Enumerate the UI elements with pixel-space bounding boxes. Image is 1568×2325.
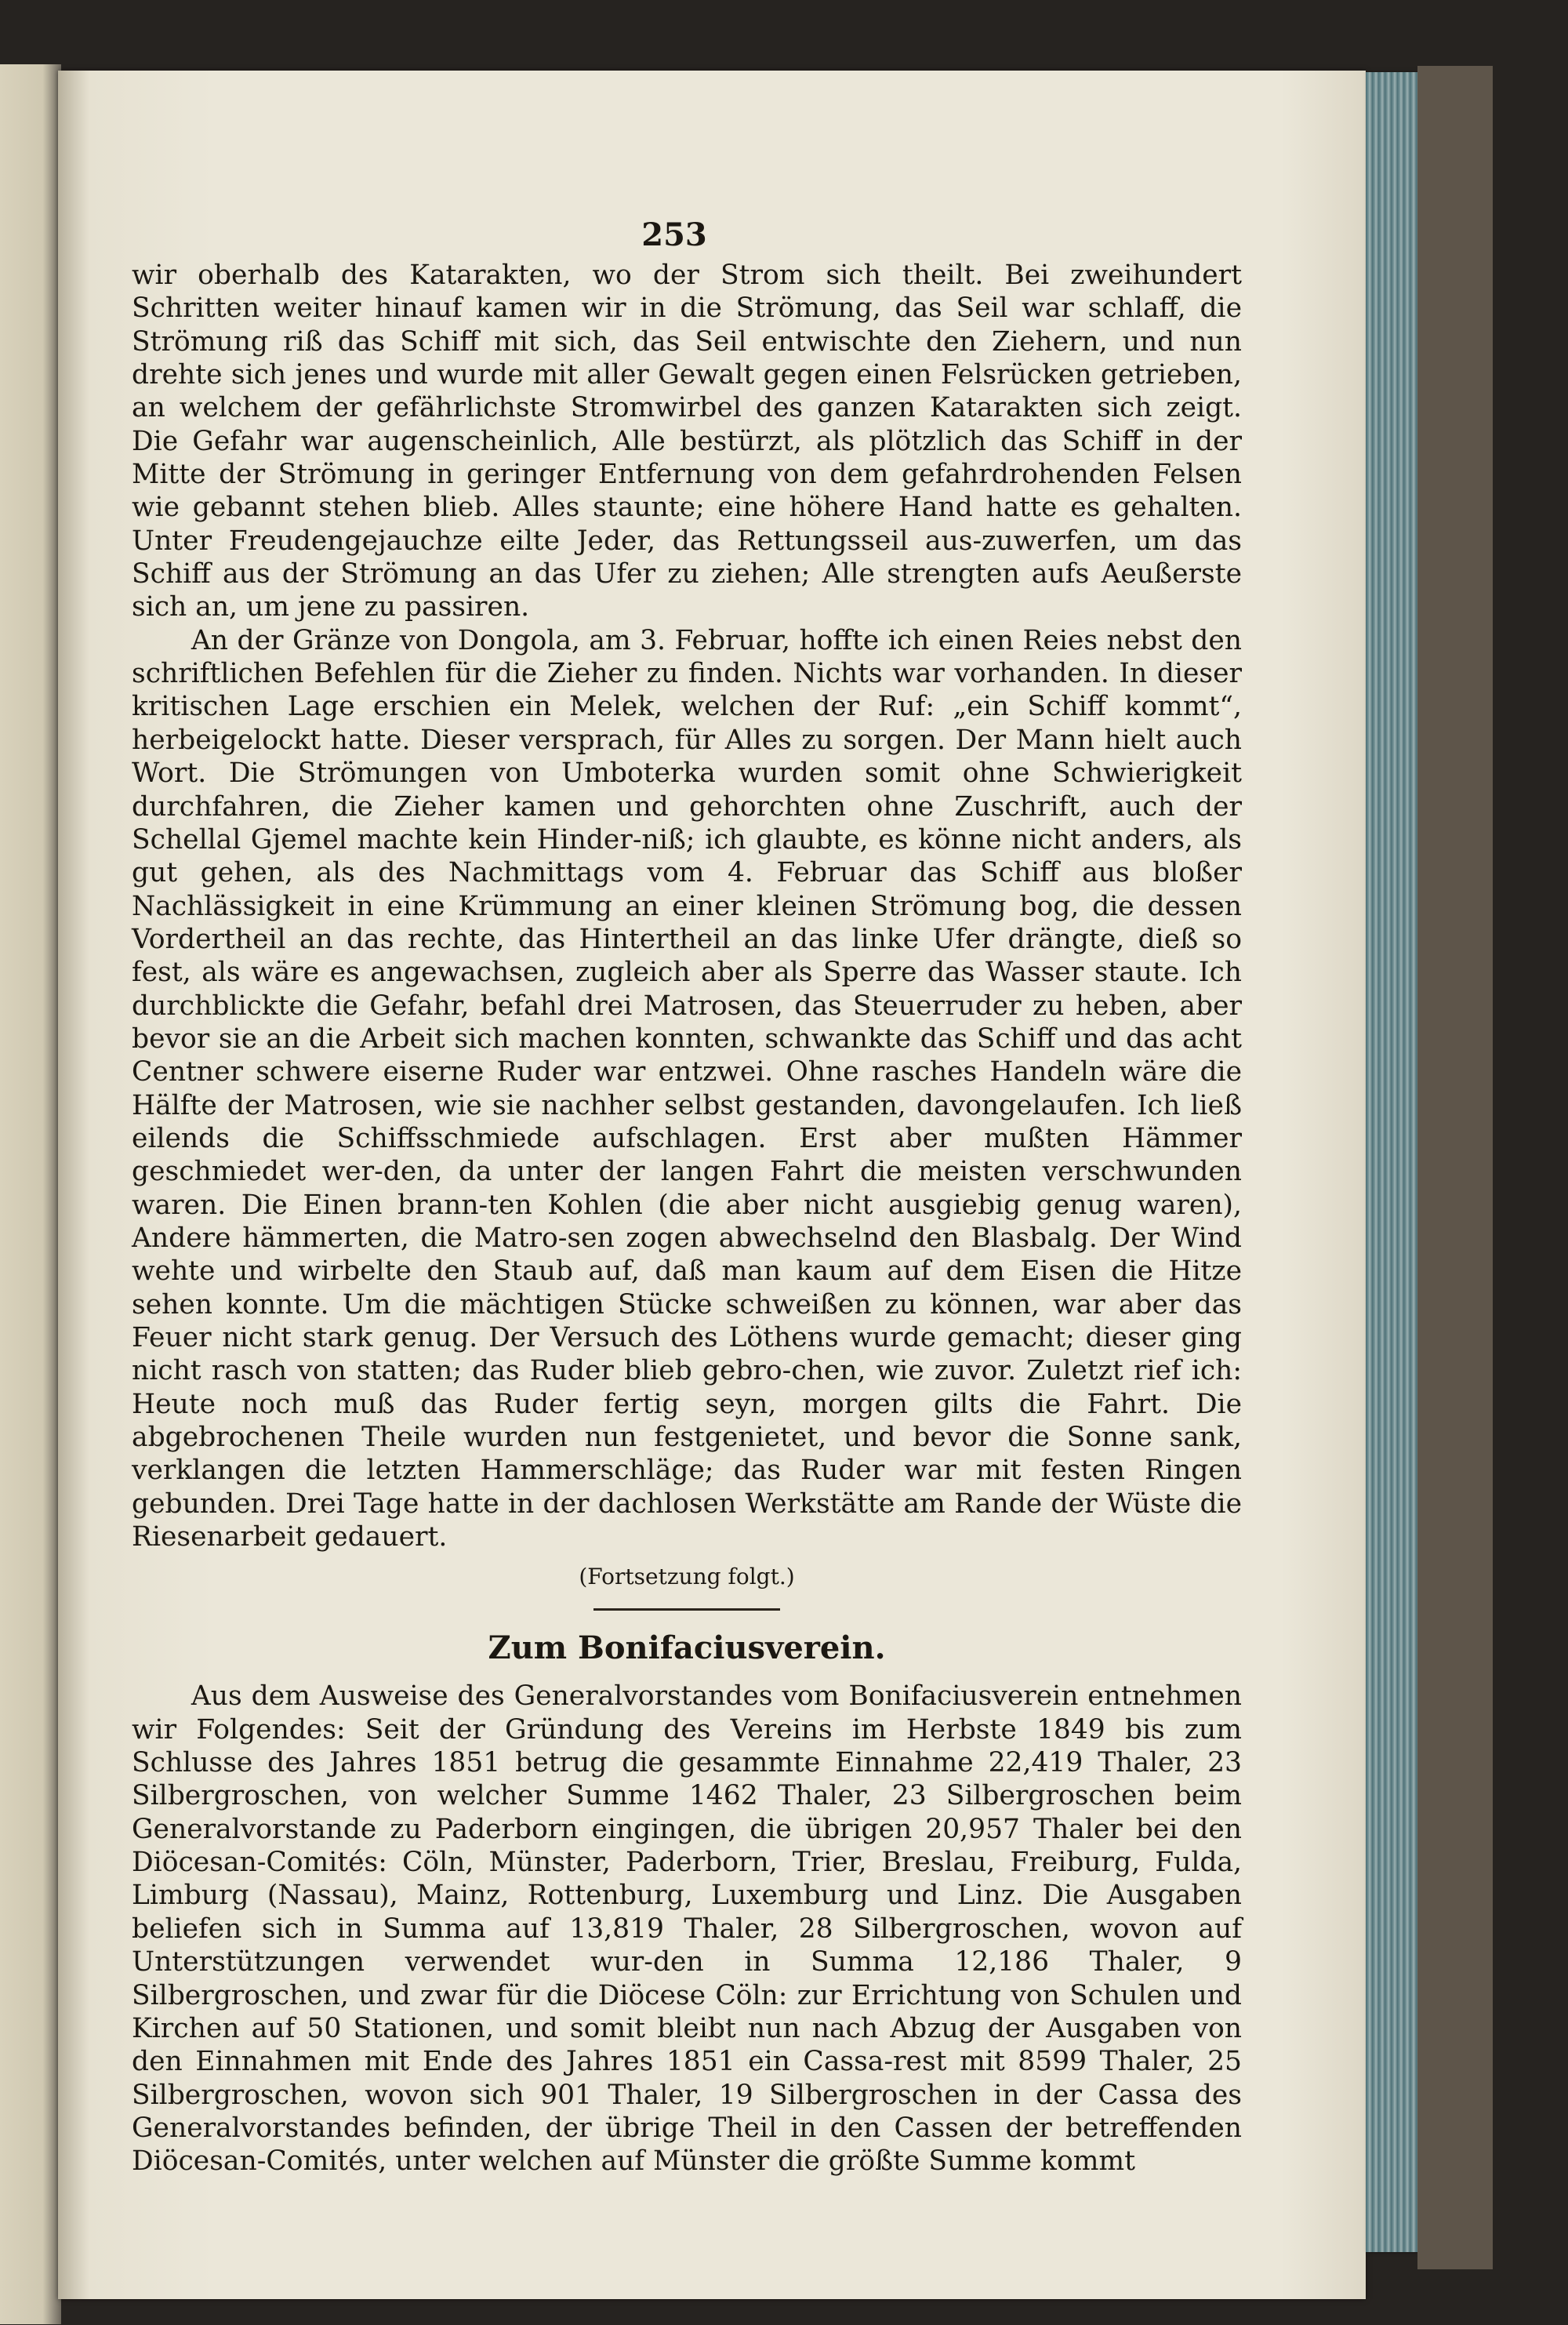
- continuation-note: (Fortsetzung folgt.): [579, 1564, 795, 1590]
- paragraph-katarakt: wir oberhalb des Katarakten, wo der Strom sich theilt. Bei zweihundert Schritten weiter hinauf kamen wir in die Strömung, das Seil war schlaff, die Strömung riß das Schiff mit sich, das Seil entwischte den Ziehern, und nun drehte sich jenes und wurde mit aller Gewalt gegen einen Felsrücken getrieben, an welchem der gefährlichste Stromwirbel des ganzen Katarakten sich zeigt. Die Gefahr war augenscheinlich, Alle bestürzt, als plötzlich das Schiff in der Mitte der Strömung in geringer Entfernung von dem gefahrdrohenden Felsen wie gebannt stehen blieb. Alles staunte; eine höhere Hand hatte es gehalten. Unter Freudengejauchze eilte Jeder, das Rettungsseil aus-zuwerfen, um das Schiff aus der Strömung an das Ufer zu ziehen; Alle strengten aufs Aeußerste sich an, um jene zu passiren.: [132, 260, 1242, 623]
- section-divider: [593, 1608, 780, 1611]
- book-cover: [1417, 66, 1493, 2269]
- left-page-edge: [0, 64, 61, 2324]
- page-block-edges: [1366, 72, 1417, 2252]
- section-heading: Zum Bonifaciusverein.: [488, 1629, 886, 1667]
- page-text: [132, 213, 1242, 2178]
- paragraph-dongola: An der Gränze von Dongola, am 3. Februar, hoffte ich einen Reies nebst den schriftlichen Befehlen für die Zieher zu finden. Nichts war vorhanden. In dieser kritischen Lage erschien ein Melek, welchen der Ruf: „ein Schiff kommt“, herbeigelockt hatte. Dieser versprach, für Alles zu sorgen. Der Mann hielt auch Wort. Die Strömungen von Umboterka wurden somit ohne Schwierigkeit durchfahren, die Zieher kamen und gehorchten ohne Zuschrift, auch der Schellal Gjemel machte kein Hinder-niß; ich glaubte, es könne nicht anders, als gut gehen, als des Nachmittags vom 4. Februar das Schiff aus bloßer Nachlässigkeit in eine Krümmung an einer kleinen Strömung bog, die dessen Vordertheil an das rechte, das Hintertheil an das linke Ufer drängte, dieß so fest, als wäre es angewachsen, zugleich aber als Sperre das Wasser staute. Ich durchblickte die Gefahr, befahl drei Matrosen, das Steuerruder zu heben, aber bevor sie an die Arbeit sich machen konnten, schwankte das Schiff und das acht Centner schwere eiserne Ruder war entzwei. Ohne rasches Handeln wäre die Hälfte der Matrosen, wie sie nachher selbst gestanden, davongelaufen. Ich ließ eilends die Schiffsschmiede aufschlagen. Erst aber mußten Hämmer geschmiedet wer-den, da unter der langen Fahrt die meisten verschwunden waren. Die Einen brann-ten Kohlen (die aber nicht ausgiebig genug waren), Andere hämmerten, die Matro-sen zogen abwechselnd den Blasbalg. Der Wind wehte und wirbelte den Staub auf, daß man kaum auf dem Eisen die Hitze sehen konnte. Um die mächtigen Stücke schweißen zu können, war aber das Feuer nicht stark genug. Der Versuch des Löthens wurde gemacht; dieser ging nicht rasch von statten; das Ruder blieb gebro-chen, wie zuvor. Zuletzt rief ich: Heute noch muß das Ruder fertig seyn, morgen gilts die Fahrt. Die abgebrochenen Theile wurden nun festgenietet, und bevor die Sonne sank, verklangen die letzten Hammerschläge; das Ruder war mit festen Ringen gebunden. Drei Tage hatte in der dachlosen Werkstätte am Rande der Wüste die Riesenarbeit gedauert.: [132, 624, 1242, 1553]
- paragraph-bonifaciusverein: Aus dem Ausweise des Generalvorstandes vom Bonifaciusverein entnehmen wir Folgendes: Seit der Gründung des Vereins im Herbste 1849 bis zum Schlusse des Jahres 1851 betrug die gesammte Einnahme 22,419 Thaler, 23 Silbergroschen, von welcher Summe 1462 Thaler, 23 Silbergroschen beim Generalvorstande zu Paderborn eingingen, die übrigen 20,957 Thaler bei den Diöcesan-Comités: Cöln, Münster, Paderborn, Trier, Breslau, Freiburg, Fulda, Limburg (Nassau), Mainz, Rottenburg, Luxemburg und Linz. Die Ausgaben beliefen sich in Summa auf 13,819 Thaler, 28 Silbergroschen, wovon auf Unterstützungen verwendet wur-den in Summa 12,186 Thaler, 9 Silbergroschen, und zwar für die Diöcese Cöln: zur Errichtung von Schulen und Kirchen auf 50 Stationen, und somit bleibt nun nach Abzug der Ausgaben von den Einnahmen mit Ende des Jahres 1851 ein Cassa-rest mit 8599 Thaler, 25 Silbergroschen, wovon sich 901 Thaler, 19 Silbergroschen in der Cassa des Generalvorstandes befinden, der übrige Theil in den Cassen der betreffenden Diöcesan-Comités, unter welchen auf Münster die größte Summe kommt: [132, 1680, 1242, 2178]
- page-number: 253: [641, 216, 707, 253]
